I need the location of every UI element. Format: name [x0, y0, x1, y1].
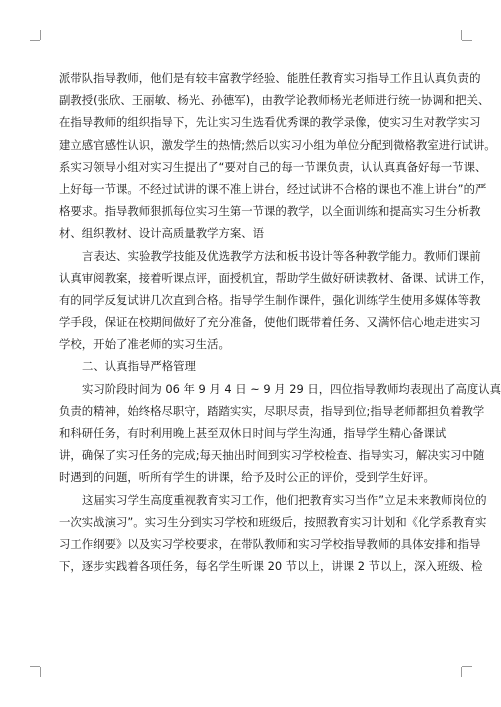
text-line: 材、组织教材、设计高质量教学方案、语: [59, 226, 265, 241]
text-line: 和科研任务，有时利用晚上甚至双休日时间与学生沟通，指导学生精心备课试: [59, 426, 447, 440]
text-line: 系实习领导小组对实习生提出了“要对自己的每一节课负责，认认真真备好每一节课、: [59, 159, 487, 174]
text-line: 有的同学反复试讲几次直到合格。指导学生制作课件，强化训练学生使用多媒体等教: [59, 292, 481, 307]
text-line: 二、认真指导严格管理: [82, 359, 196, 374]
crop-mark-bottom-left-h: [30, 666, 40, 667]
text-line: 建立感官感性认识，激发学生的热情;然后以实习小组为单位分配到微格教室进行试讲。: [59, 137, 496, 152]
body-text: [59, 67, 501, 577]
text-line: 认真审阅教案，接着听课点评，面授机宜，帮助学生做好研读教材、备课、试讲工作，: [59, 270, 492, 285]
text-line: 讲，确保了实习任务的完成;每天抽出时间到实习学校检查、指导实习，解决实习中随: [59, 448, 485, 463]
text-line: 时遇到的问题，听所有学生的讲课，给予及时公正的评价，受到学生好评。: [59, 470, 435, 485]
text-line: 习工作纲要》以及实习学校要求，在带队教师和实习学校指导教师的具体安排和指导: [59, 536, 481, 551]
crop-mark-top-left-v: [40, 30, 41, 40]
crop-mark-bottom-right-h: [462, 666, 472, 667]
text-line: 上好每一节课。不经过试讲的课不准上讲台，经过试讲不合格的课也不准上讲台”的严: [59, 181, 487, 196]
text-line: 这届实习学生高度重视教育实习工作，他们把教育实习当作”立足未来教师岗位的: [82, 492, 487, 507]
text-line: 言表达、实验教学技能及优选教学方法和板书设计等各种教学能力。教师们课前: [82, 248, 481, 263]
crop-mark-top-left-h: [30, 40, 40, 41]
text-line: 格要求。指导教师狠抓每位实习生第一节课的教学，以全面训练和提高实习生分析教: [59, 204, 481, 219]
text-line: 一次实战演习”。实习生分到实习学校和班级后，按照教育实习计划和《化学系教育实: [59, 514, 487, 529]
crop-mark-top-right-v: [461, 30, 462, 40]
text-line: 下，逐步实践着各项任务，每名学生听课 20 节以上，讲课 2 节以上，深入班级、检: [59, 559, 483, 574]
text-line: 学手段，保证在校期间做好了充分准备，使他们既带着任务、又满怀信心地走进实习: [59, 315, 481, 330]
crop-mark-bottom-right-v: [461, 667, 462, 677]
text-line: 副教授(张欣、王丽敏、杨光、孙德军)，由教学论教师杨光老师进行统一协调和把关、: [59, 93, 490, 108]
crop-mark-top-right-h: [462, 40, 472, 41]
crop-mark-bottom-left-v: [40, 667, 41, 677]
text-line: 派带队指导教师，他们是有较丰富教学经验、能胜任教育实习指导工作且认真负责的: [59, 71, 481, 85]
text-line: 在指导教师的组织指导下，先让实习生选看优秀课的教学录像，使实习生对教学实习: [59, 115, 481, 130]
text-line: 学校，开始了准老师的实习生活。: [59, 337, 230, 352]
text-line: 负责的精神，始终格尽职守，踏踏实实，尽职尽责，指导到位;指导老师都担负着教学: [59, 403, 485, 418]
text-line: 实习阶段时间为 06 年 9 月 4 日 ~ 9 月 29 日，四位指导教师均表现出了高度认真: [82, 381, 501, 396]
